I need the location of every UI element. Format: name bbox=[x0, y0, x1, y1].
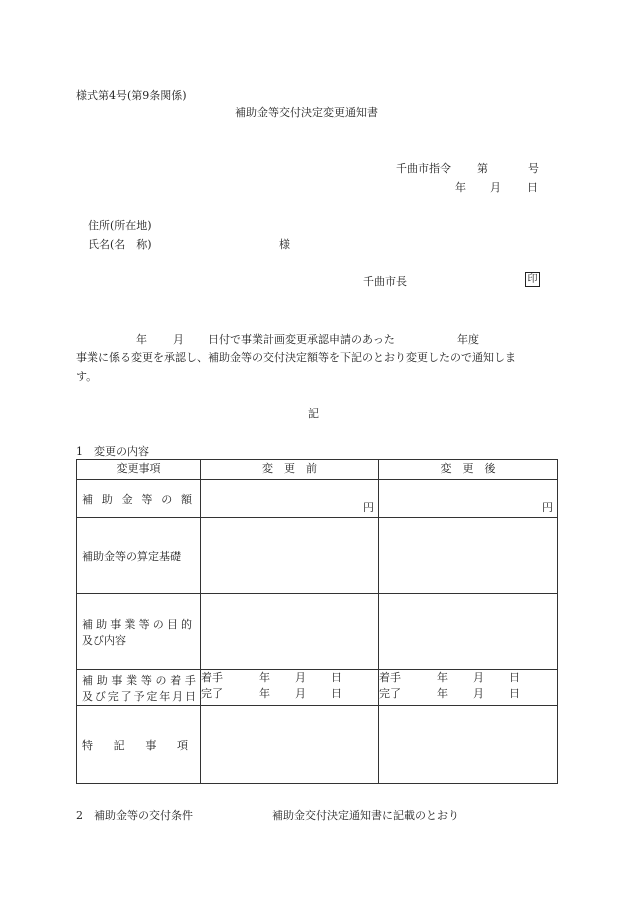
table-row-remarks bbox=[77, 706, 558, 784]
form-number: 様式第4号(第9条関係) bbox=[76, 89, 187, 102]
table-row-basis bbox=[77, 518, 558, 594]
dai-label: 第 bbox=[477, 162, 488, 175]
start-day: 日 bbox=[331, 671, 342, 684]
basis-before-cell bbox=[201, 518, 379, 594]
body-application-text: 日付で事業計画変更承認申請のあった bbox=[208, 333, 395, 346]
sama-label: 様 bbox=[279, 238, 290, 251]
row-label-schedule-2: 及 び 完 了 予 定 年 月 日 bbox=[82, 689, 196, 703]
complete-label: 完了 bbox=[379, 687, 401, 700]
body-year: 年 bbox=[136, 333, 147, 346]
amount-before-cell bbox=[201, 480, 379, 518]
body-line-2: 事業に係る変更を承認し、補助金等の交付決定額等を下記のとおり変更したので通知しま bbox=[76, 351, 516, 364]
start-year: 年 bbox=[259, 671, 270, 684]
start-month: 月 bbox=[295, 671, 306, 684]
yen-unit-before: 円 bbox=[363, 501, 374, 514]
row-label-remarks: 特 記 事 項 bbox=[82, 738, 188, 752]
amount-after-cell bbox=[379, 480, 558, 518]
start-day: 日 bbox=[509, 671, 520, 684]
complete-day: 日 bbox=[509, 687, 520, 700]
basis-after-cell bbox=[379, 518, 558, 594]
date-month: 月 bbox=[490, 181, 501, 194]
complete-month: 月 bbox=[473, 687, 484, 700]
table-row-purpose bbox=[77, 594, 558, 670]
body-line-3: す。 bbox=[76, 370, 98, 383]
yen-unit-after: 円 bbox=[542, 501, 553, 514]
row-label-purpose-2: 及び内容 bbox=[82, 633, 126, 647]
row-label-purpose-1: 補 助 事 業 等 の 目 的 bbox=[82, 617, 192, 631]
purpose-before-cell bbox=[201, 594, 379, 670]
start-label: 着手 bbox=[379, 671, 401, 684]
section2-title: 2 補助金等の交付条件 bbox=[76, 809, 193, 822]
ki-label: 記 bbox=[308, 407, 319, 420]
seal-icon: 印 bbox=[525, 272, 540, 287]
row-label-schedule-1: 補 助 事 業 等 の 着 手 bbox=[82, 673, 196, 687]
header-item: 変更事項 bbox=[77, 460, 201, 480]
complete-month: 月 bbox=[295, 687, 306, 700]
schedule-after-cell bbox=[379, 670, 558, 706]
mayor-title: 千曲市長 bbox=[363, 275, 407, 288]
section1-title: 1 変更の内容 bbox=[76, 445, 149, 458]
row-label-amount: 補 助 金 等 の 額 bbox=[82, 492, 192, 506]
complete-day: 日 bbox=[331, 687, 342, 700]
table-row-amount bbox=[77, 480, 558, 518]
date-day: 日 bbox=[527, 181, 538, 194]
document-title: 補助金等交付決定変更通知書 bbox=[235, 106, 378, 119]
row-label-basis: 補助金等の算定基礎 bbox=[77, 518, 201, 594]
complete-year: 年 bbox=[259, 687, 270, 700]
table-header-row bbox=[77, 460, 558, 480]
start-month: 月 bbox=[473, 671, 484, 684]
go-label: 号 bbox=[528, 162, 539, 175]
complete-year: 年 bbox=[437, 687, 448, 700]
section2-value: 補助金交付決定通知書に記載のとおり bbox=[272, 809, 459, 822]
date-year: 年 bbox=[455, 181, 466, 194]
header-before: 変 更 前 bbox=[201, 460, 379, 480]
change-table bbox=[76, 459, 558, 784]
body-fiscal-year: 年度 bbox=[457, 333, 479, 346]
address-label: 住所(所在地) bbox=[88, 219, 152, 232]
name-label: 氏名(名 称) bbox=[88, 238, 152, 251]
purpose-after-cell bbox=[379, 594, 558, 670]
start-year: 年 bbox=[437, 671, 448, 684]
table-row-schedule bbox=[77, 670, 558, 706]
city-directive-label: 千曲市指令 bbox=[396, 162, 451, 175]
header-after: 変 更 後 bbox=[379, 460, 558, 480]
remarks-after-cell bbox=[379, 706, 558, 784]
schedule-before-cell bbox=[201, 670, 379, 706]
complete-label: 完了 bbox=[201, 687, 223, 700]
start-label: 着手 bbox=[201, 671, 223, 684]
body-month: 月 bbox=[173, 333, 184, 346]
remarks-before-cell bbox=[201, 706, 379, 784]
